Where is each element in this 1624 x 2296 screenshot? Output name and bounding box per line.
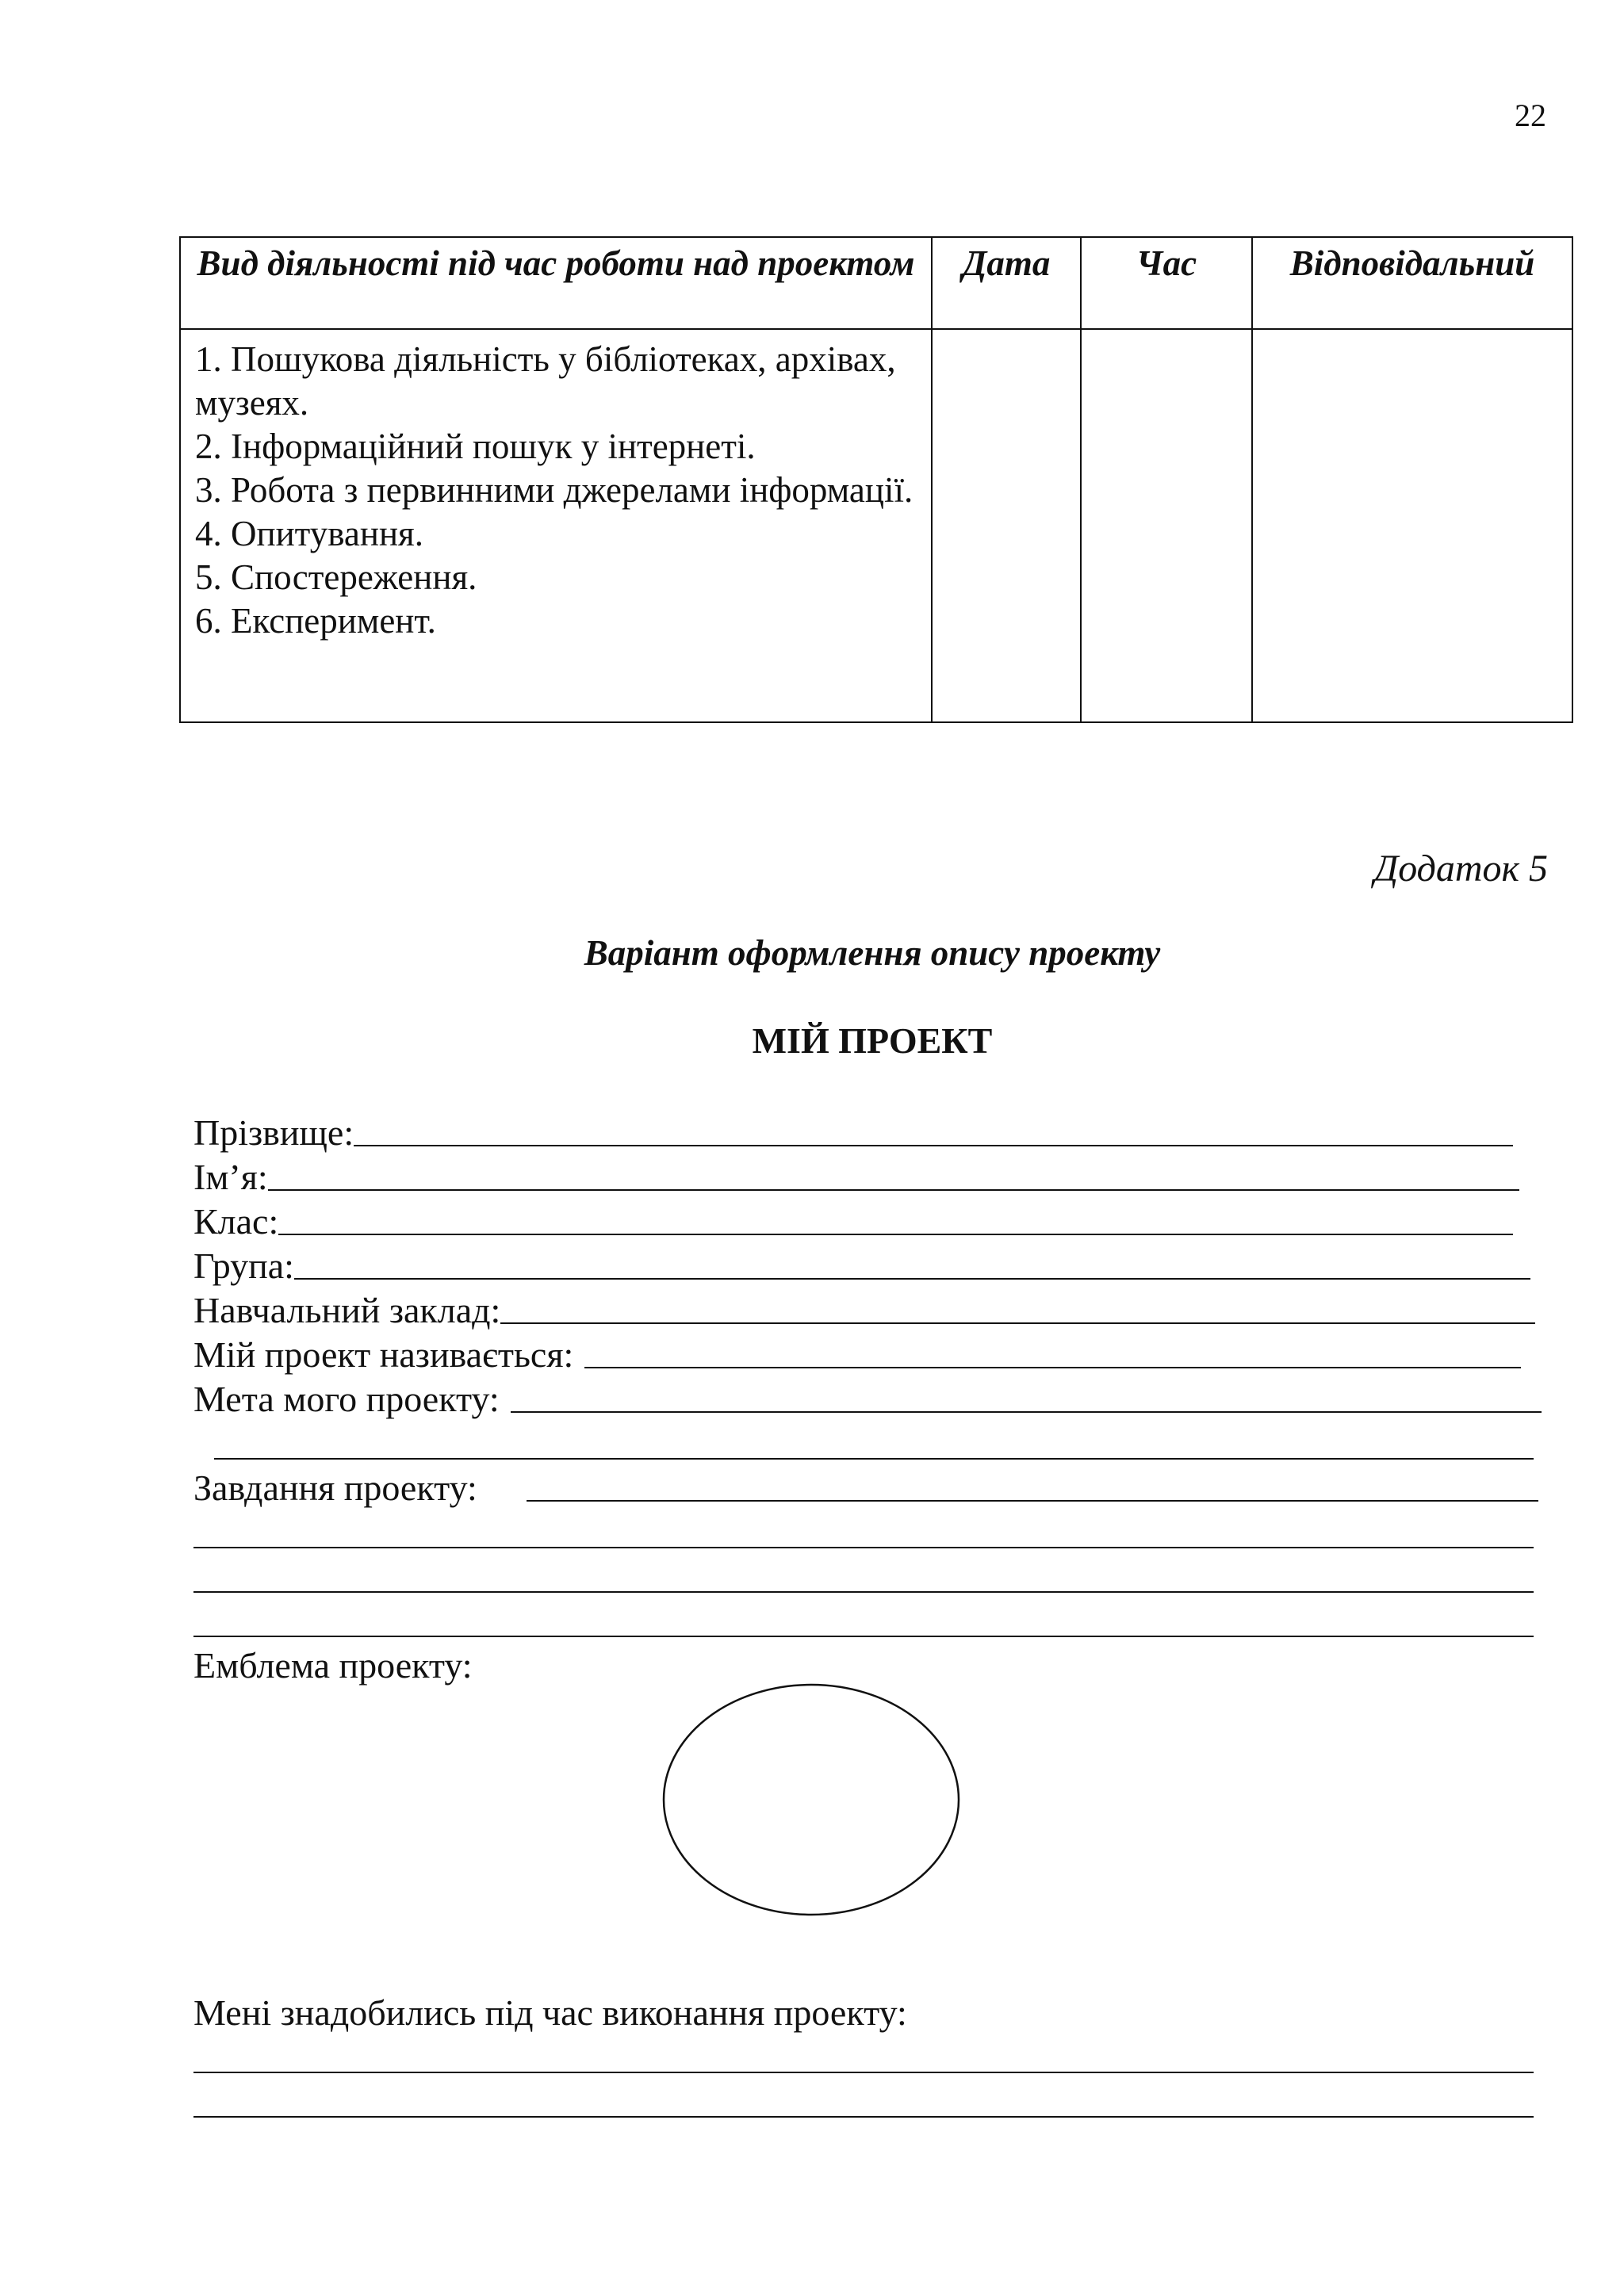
emblem-circle[interactable]: [661, 1682, 961, 1917]
project-tasks-blank[interactable]: [527, 1462, 1538, 1502]
group-label: Група:: [193, 1246, 294, 1286]
project-goal-field: [193, 1375, 1542, 1419]
surname-field: [193, 1108, 1513, 1153]
list-item: 4. Опитування.: [195, 514, 423, 553]
project-name-field: [193, 1330, 1521, 1375]
project-tasks-line-3[interactable]: [193, 1591, 1534, 1593]
project-tasks-label: Завдання проекту:: [193, 1468, 477, 1508]
activity-table: [179, 236, 1573, 723]
surname-label: Прізвище:: [193, 1112, 354, 1153]
activity-cell: [180, 329, 932, 722]
project-name-label: Мій проект називається:: [193, 1334, 574, 1375]
list-item: 1. Пошукова діяльність у бібліотеках, архівах, музеях.: [195, 339, 896, 423]
emblem-label: Емблема проекту:: [193, 1645, 473, 1686]
first-name-blank[interactable]: [268, 1151, 1519, 1191]
activity-table-header-row: [180, 237, 1572, 329]
header-time: Час: [1081, 237, 1252, 329]
emblem-field: [193, 1641, 828, 1686]
date-cell[interactable]: [932, 329, 1081, 722]
form-subtitle: Варіант оформлення опису проекту: [584, 933, 1161, 973]
class-blank[interactable]: [278, 1196, 1513, 1235]
needed-line-2[interactable]: [193, 2116, 1534, 2118]
needed-field: [193, 1988, 1542, 2033]
header-responsible: Відповідальний: [1252, 237, 1572, 329]
activity-list: [195, 338, 931, 643]
group-field: [193, 1242, 1530, 1286]
first-name-field: [193, 1153, 1519, 1197]
table-row: [180, 329, 1572, 722]
school-label: Навчальний заклад:: [193, 1290, 501, 1330]
project-tasks-line-4[interactable]: [193, 1636, 1534, 1637]
class-label: Клас:: [193, 1201, 279, 1242]
page-number: 22: [1515, 98, 1546, 133]
project-tasks-field: [193, 1464, 1538, 1508]
list-item: 2. Інформаційний пошук у інтернеті.: [195, 427, 756, 466]
group-blank[interactable]: [294, 1240, 1530, 1280]
needed-line-1[interactable]: [193, 2072, 1534, 2073]
responsible-cell[interactable]: [1252, 329, 1572, 722]
first-name-label: Ім’я:: [193, 1157, 268, 1197]
project-name-blank[interactable]: [584, 1329, 1521, 1368]
appendix-label: Додаток 5: [1373, 848, 1548, 890]
school-blank[interactable]: [500, 1284, 1535, 1324]
needed-label: Мені знадобились під час виконання проекту:: [193, 1992, 907, 2033]
list-item: 6. Експеримент.: [195, 601, 436, 641]
class-field: [193, 1197, 1513, 1242]
project-goal-label: Мета мого проекту:: [193, 1379, 500, 1419]
surname-blank[interactable]: [354, 1107, 1513, 1146]
list-item: 3. Робота з первинними джерелами інформації.: [195, 470, 914, 510]
school-field: [193, 1286, 1535, 1330]
header-date: Дата: [932, 237, 1081, 329]
time-cell[interactable]: [1081, 329, 1252, 722]
project-goal-blank[interactable]: [511, 1373, 1542, 1413]
project-tasks-line-2[interactable]: [193, 1547, 1534, 1548]
list-item: 5. Спостереження.: [195, 557, 477, 597]
project-goal-continuation-line[interactable]: [214, 1458, 1534, 1460]
form-title: МІЙ ПРОЕКТ: [752, 1020, 993, 1061]
header-activity: Вид діяльності під час роботи над проектом: [180, 237, 932, 329]
